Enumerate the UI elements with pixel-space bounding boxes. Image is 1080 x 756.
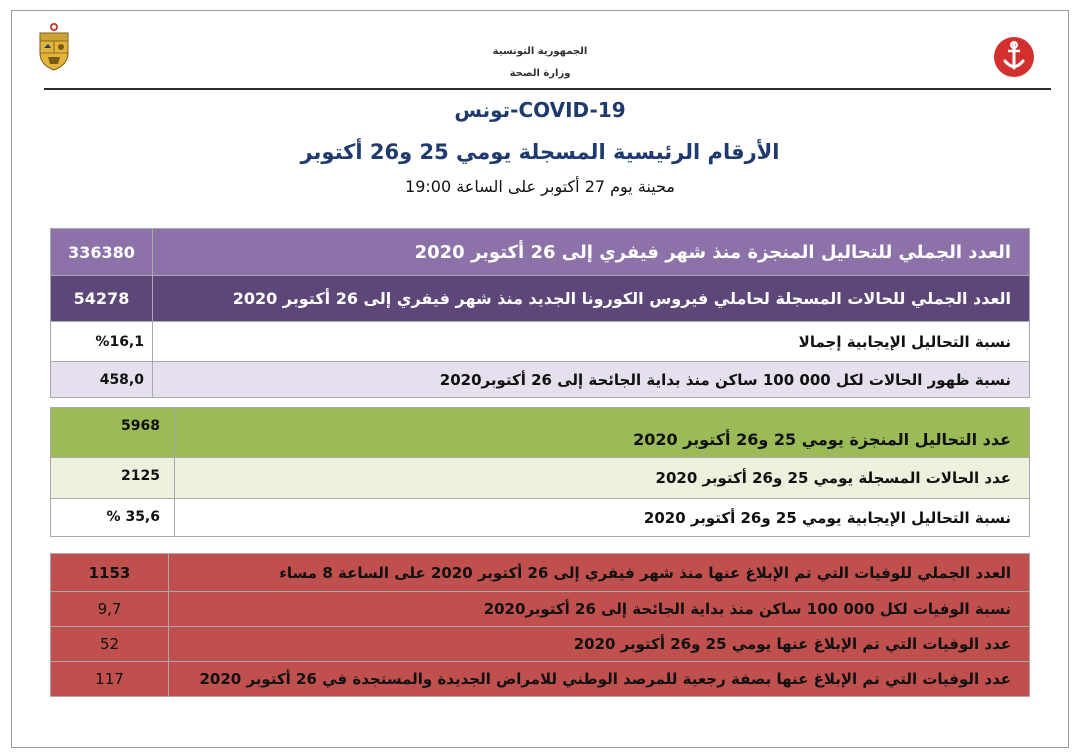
republic-name: الجمهورية التونسية — [492, 46, 588, 57]
header-rule — [44, 88, 1051, 90]
table-row — [51, 592, 1030, 627]
total-cases-label: العدد الجملي للحالات المسجلة لحاملي فيروس الكورونا الجديد منذ شهر فيفري إلى 26 أكتوبر 2020 — [153, 276, 1030, 322]
death-rate-value: 9,7 — [51, 592, 169, 627]
daily-figures-table — [50, 407, 1030, 537]
incidence-value: 458,0 — [51, 362, 153, 398]
daily-tests-label: عدد التحاليل المنجزة يومي 25 و26 أكتوبر 2020 — [175, 408, 1030, 458]
daily-cases-value: 2125 — [51, 458, 175, 499]
page-title: COVID-19-تونس — [454, 98, 626, 122]
overall-positivity-label: نسبة التحاليل الإيجابية إجمالا — [153, 322, 1030, 362]
table-row — [51, 322, 1030, 362]
table-row — [51, 662, 1030, 697]
daily-positivity-label: نسبة التحاليل الإيجابية يومي 25 و26 أكتوبر 2020 — [175, 499, 1030, 537]
ministry-name: وزارة الصحة — [509, 68, 571, 79]
total-tests-label: العدد الجملي للتحاليل المنجزة منذ شهر فيفري إلى 26 أكتوبر 2020 — [153, 229, 1030, 276]
table-row — [51, 362, 1030, 398]
daily-tests-value: 5968 — [51, 408, 175, 458]
daily-positivity-value: % 35,6 — [51, 499, 175, 537]
retro-deaths-label: عدد الوفيات التي تم الإبلاغ عنها بصفة رجعية للمرصد الوطني للامراض الجديدة والمستجدة في 26 أكتوبر 2020 — [169, 662, 1030, 697]
daily-deaths-label: عدد الوفيات التي تم الإبلاغ عنها يومي 25 و26 أكتوبر 2020 — [169, 627, 1030, 662]
total-deaths-value: 1153 — [51, 554, 169, 592]
total-cases-value: 54278 — [51, 276, 153, 322]
death-rate-label: نسبة الوفيات لكل 000 100 ساكن منذ بداية الجائحة إلى 26 أكتوبر2020 — [169, 592, 1030, 627]
ministry-logo-icon — [993, 36, 1035, 78]
table-row — [51, 554, 1030, 592]
table-row — [51, 276, 1030, 322]
update-time: محينة يوم 27 أكتوبر على الساعة 19:00 — [405, 177, 675, 196]
daily-deaths-value: 52 — [51, 627, 169, 662]
table-row — [51, 229, 1030, 276]
overall-positivity-value: %16,1 — [51, 322, 153, 362]
retro-deaths-value: 117 — [51, 662, 169, 697]
table-row — [51, 499, 1030, 537]
table-row — [51, 458, 1030, 499]
cumulative-totals-table — [50, 228, 1030, 398]
incidence-label: نسبة ظهور الحالات لكل 000 100 ساكن منذ بداية الجائحة إلى 26 أكتوبر2020 — [153, 362, 1030, 398]
deaths-table — [50, 553, 1030, 697]
tunisia-emblem-icon — [34, 22, 74, 72]
total-tests-value: 336380 — [51, 229, 153, 276]
table-row — [51, 408, 1030, 458]
page-subtitle: الأرقام الرئيسية المسجلة يومي 25 و26 أكتوبر — [300, 140, 780, 164]
daily-cases-label: عدد الحالات المسجلة يومي 25 و26 أكتوبر 2020 — [175, 458, 1030, 499]
total-deaths-label: العدد الجملي للوفيات التي تم الإبلاغ عنها منذ شهر فيفري إلى 26 أكتوبر 2020 على الساعة 8 مساء — [169, 554, 1030, 592]
table-row — [51, 627, 1030, 662]
